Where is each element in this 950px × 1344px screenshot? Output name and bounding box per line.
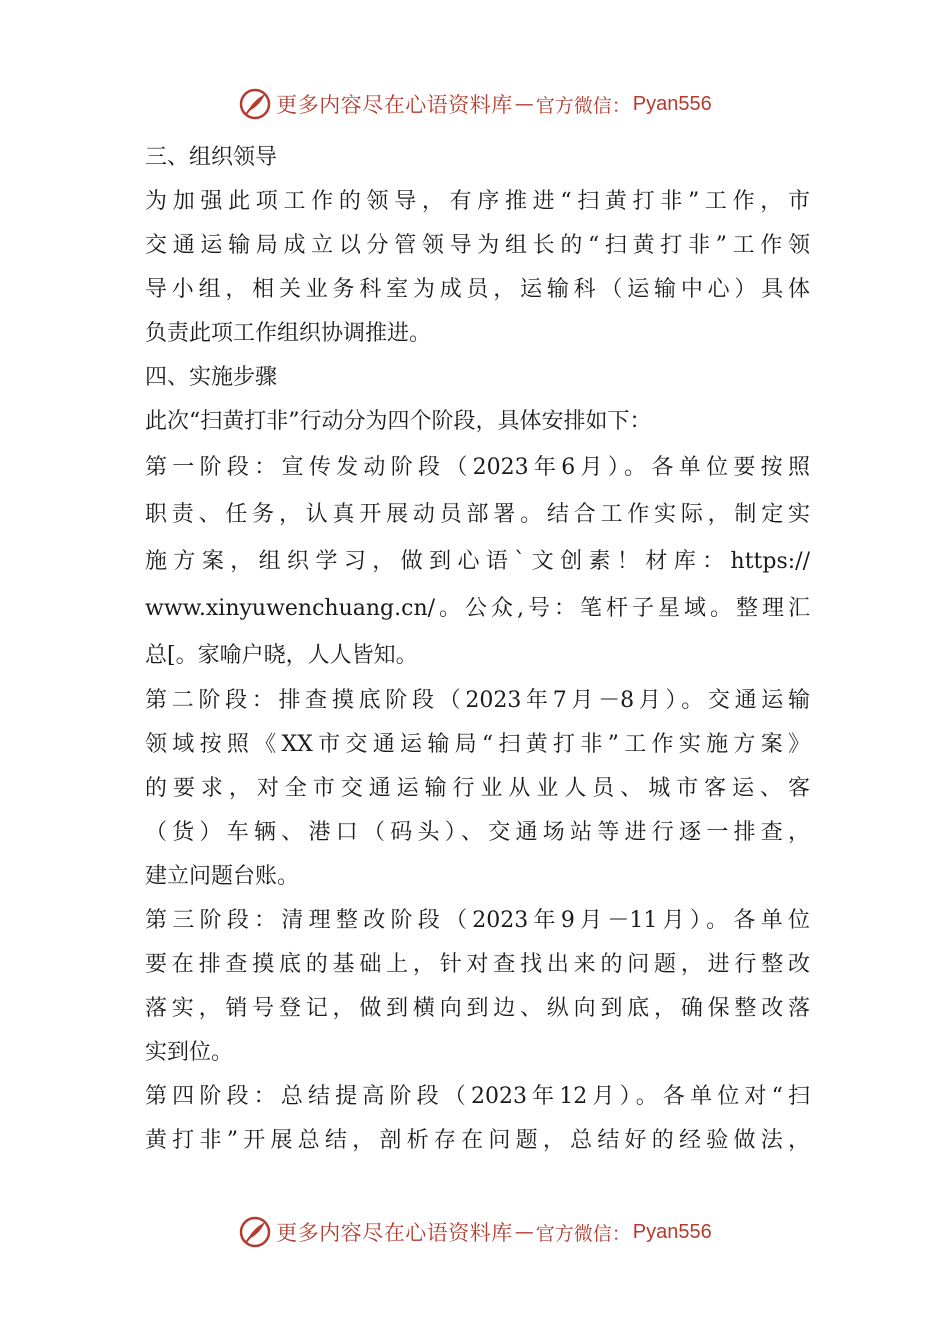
banner-wechat-id: Pyan556 (632, 92, 712, 115)
text-line: 第二阶段：排查摸底阶段（2023年7月－8月）。交通运输 (145, 688, 810, 713)
text-line: 实到位。 (145, 1040, 234, 1065)
text-line: www.xinyuwenchuang.cn/。公众,号：笔杆子星域。整理汇 (145, 596, 810, 621)
text-line: 要在排查摸底的基础上，针对查找出来的问题，进行整改 (145, 952, 810, 977)
text-line: 职责、任务，认真开展动员部署。结合工作实际，制定实 (145, 502, 810, 527)
text-line: 导小组，相关业务科室为成员，运输科（运输中心）具体 (145, 277, 810, 302)
text-line: 总[。家喻户晓，人人皆知。 (145, 643, 418, 668)
text-line: 建立问题台账。 (145, 864, 300, 889)
section-heading: 三、组织领导 (145, 145, 278, 170)
text-line: 为加强此项工作的领导，有序推进“扫黄打非”工作，市 (145, 189, 810, 214)
quill-logo-icon (238, 1215, 272, 1249)
text-line: 黄打非”开展总结，剖析存在问题，总结好的经验做法， (145, 1128, 810, 1153)
banner-separator: — (514, 93, 534, 115)
text-line: 领域按照《XX市交通运输局“扫黄打非”工作实施方案》 (145, 732, 810, 757)
text-line: 的要求，对全市交通运输行业从业人员、城市客运、客 (145, 776, 810, 801)
footer-banner (0, 1210, 950, 1254)
banner-separator: — (514, 1221, 534, 1243)
text-line: 负责此项工作组织协调推进。 (145, 321, 432, 346)
banner-brand-text: 更多内容尽在心语资料库 (276, 1221, 513, 1245)
banner-official-label: 官方微信： (535, 94, 631, 117)
section-heading: 四、实施步骤 (145, 365, 278, 390)
text-line: 施方案，组织学习，做到心语`文创素！材库：https:// (145, 549, 810, 574)
quill-logo-icon (238, 87, 272, 121)
banner-official-label: 官方微信： (535, 1222, 631, 1245)
text-line: 交通运输局成立以分管领导为组长的“扫黄打非”工作领 (145, 233, 810, 258)
text-line: 第四阶段：总结提高阶段（2023年12月）。各单位对“扫 (145, 1084, 810, 1109)
text-line: 第三阶段：清理整改阶段（2023年9月－11月）。各单位 (145, 908, 810, 933)
text-line: 落实，销号登记，做到横向到边、纵向到底，确保整改落 (145, 996, 810, 1021)
text-line: （货）车辆、港口（码头）、交通场站等进行逐一排查， (145, 820, 810, 845)
text-line: 第一阶段：宣传发动阶段（2023年6月）。各单位要按照 (145, 455, 810, 480)
banner-brand-text: 更多内容尽在心语资料库 (276, 93, 513, 117)
text-line: 此次“扫黄打非”行动分为四个阶段，具体安排如下： (145, 409, 652, 434)
banner-wechat-id: Pyan556 (632, 1220, 712, 1243)
header-banner (0, 82, 950, 126)
document-body (145, 136, 810, 1163)
